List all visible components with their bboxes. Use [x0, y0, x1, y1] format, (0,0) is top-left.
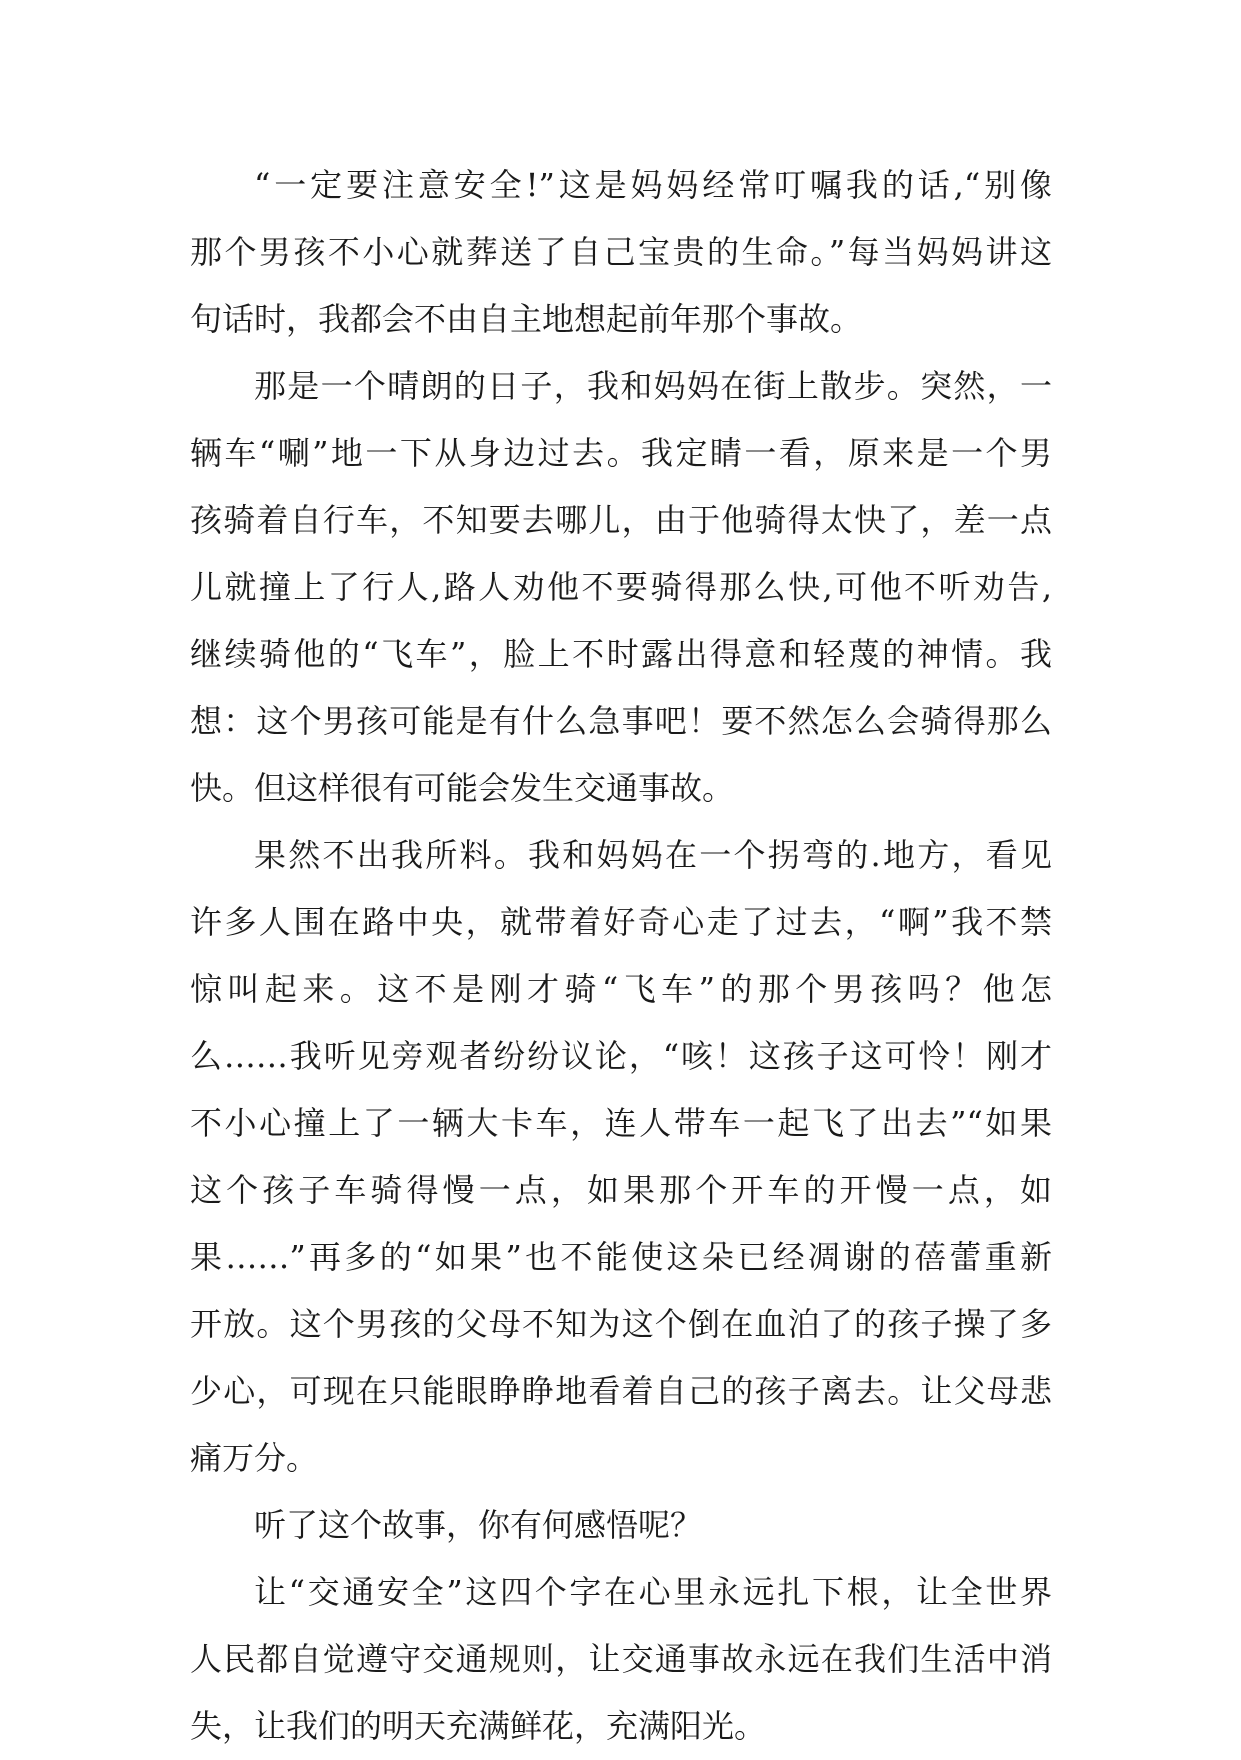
text-line: 那个男孩不小心就葬送了自己宝贵的生命。”每当妈妈讲这	[190, 233, 1052, 271]
text-line: 不小心撞上了一辆大卡车，连人带车一起飞了出去”“如果	[190, 1104, 1052, 1142]
text-line: 么……我听见旁观者纷纷议论，“咳！这孩子这可怜！刚才	[190, 1037, 1052, 1075]
text-line: 痛万分。	[190, 1439, 319, 1477]
text-line: 失，让我们的明天充满鲜花，充满阳光。	[190, 1707, 767, 1745]
text-line: 快。但这样很有可能会发生交通事故。	[190, 769, 735, 807]
text-line: 辆车“唰”地一下从身边过去。我定睛一看，原来是一个男	[190, 434, 1052, 472]
text-line: 继续骑他的“飞车”，脸上不时露出得意和轻蔑的神情。我	[190, 635, 1052, 673]
text-line: 句话时，我都会不由自主地想起前年那个事故。	[190, 300, 863, 338]
text-line: 这个孩子车骑得慢一点，如果那个开车的开慢一点，如	[190, 1171, 1052, 1209]
document-body	[190, 152, 1052, 1760]
text-line: 许多人围在路中央，就带着好奇心走了过去，“啊”我不禁	[190, 903, 1052, 941]
text-line: 听了这个故事，你有何感悟呢？	[254, 1506, 703, 1544]
text-line: 让“交通安全”这四个字在心里永远扎下根，让全世界	[254, 1573, 1052, 1611]
text-line: 儿就撞上了行人,路人劝他不要骑得那么快,可他不听劝告,	[190, 568, 1052, 606]
text-line: 开放。这个男孩的父母不知为这个倒在血泊了的孩子操了多	[190, 1305, 1052, 1343]
text-line: 惊叫起来。这不是刚才骑“飞车”的那个男孩吗？他怎	[190, 970, 1052, 1008]
text-line: 果然不出我所料。我和妈妈在一个拐弯的.地方，看见	[254, 836, 1052, 874]
text-line: 孩骑着自行车，不知要去哪儿，由于他骑得太快了，差一点	[190, 501, 1052, 539]
text-line: 少心，可现在只能眼睁睁地看着自己的孩子离去。让父母悲	[190, 1372, 1052, 1410]
text-line: “一定要注意安全!”这是妈妈经常叮嘱我的话,“别像	[254, 166, 1052, 204]
text-line: 那是一个晴朗的日子，我和妈妈在街上散步。突然，一	[254, 367, 1052, 405]
text-line: 想：这个男孩可能是有什么急事吧！要不然怎么会骑得那么	[190, 702, 1052, 740]
text-line: 人民都自觉遵守交通规则，让交通事故永远在我们生活中消	[190, 1640, 1052, 1678]
text-line: 果……”再多的“如果”也不能使这朵已经凋谢的蓓蕾重新	[190, 1238, 1052, 1276]
